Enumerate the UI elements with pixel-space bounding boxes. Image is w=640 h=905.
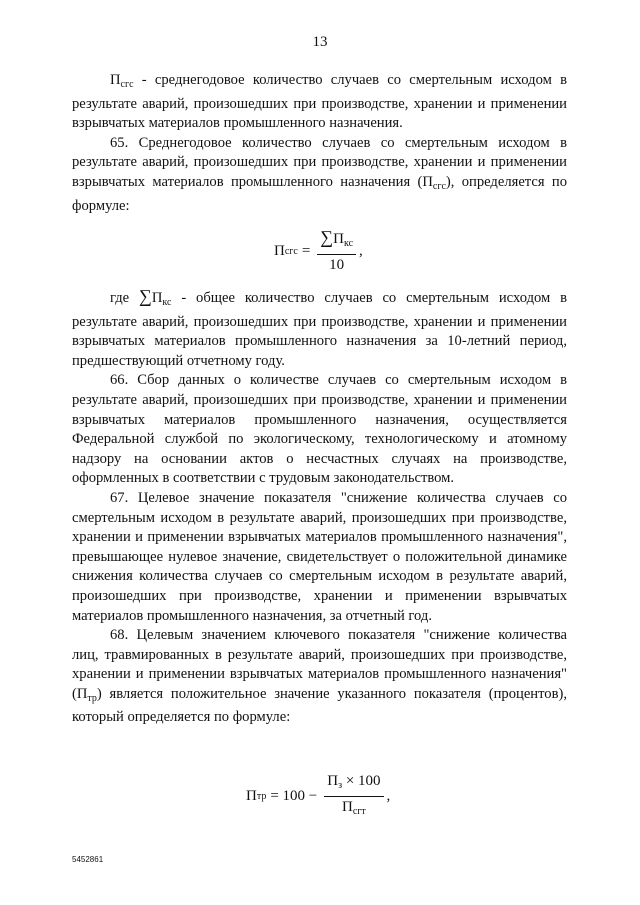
paragraph-67: 67. Целевое значение показателя "снижение количества случаев со смертельным исходом в результате аварий, произошедших при производстве, хранении и применении взрывчатых материалов промышленного назначения", превышающее нулевое значение, свидетельствует о положительной динамике снижения количества случаев со смертельным исходом в результате аварий, произошедших при производстве, хранении и применении взрывчатых материалов промышленного назначения, за отчетный год. [72, 489, 567, 624]
paragraph-where [72, 287, 567, 371]
symbol-p: П [151, 290, 163, 306]
paragraph-text: - среднегодовое количество случаев со смертельным исходом в результате аварий, произошедших при производстве, хранении и применении взрывчатых материалов промышленного назначения. [72, 72, 567, 132]
formula-trailing-comma: , [386, 788, 391, 804]
formula-fraction [317, 228, 356, 274]
paragraph-text: 65. Среднегодовое количество случаев со смертельным исходом в результате аварий, произошедших при производстве, хранении и применении взрывчатых материалов промышленного назначения (П [72, 134, 567, 190]
text-block-top [72, 71, 567, 216]
formula-denominator: 10 [329, 257, 345, 273]
formula-ptr [246, 772, 390, 821]
symbol-sub: сгс [432, 180, 446, 192]
symbol-sub: кс [162, 297, 172, 308]
formula-lhs-sub: сгс [284, 245, 298, 257]
denominator-symbol: П [342, 799, 353, 815]
formula-lhs: П [246, 788, 257, 804]
formula-psgs [274, 228, 363, 274]
text-block-main [72, 287, 567, 728]
symbol-sub: тр [87, 692, 97, 704]
formula-lhs: П [274, 242, 285, 259]
paragraph-text: ) является положительное значение указанного показателя (процентов), который определяется по формуле: [72, 685, 567, 726]
sigma-symbol: ∑ [320, 227, 334, 247]
numerator-sub: з [338, 780, 343, 791]
sigma-symbol: ∑ [139, 286, 152, 306]
paragraph-text: - общее количество случаев со смертельным исходом в результате аварий, произошедших при производстве, хранении и применении взрывчатых материалов промышленного назначения за 10-летний период, предшествующий отчетному году. [72, 290, 568, 369]
page-number: 13 [312, 34, 328, 50]
numerator-symbol: П [327, 773, 339, 789]
paragraph-text: 68. Целевым значением ключевого показателя "снижение количества лиц, травмированных в результате аварий, произошедших при производстве, хранении и применении взрывчатых материалов промышленного назначения" (П [72, 627, 567, 702]
symbol-sub: сгс [120, 79, 134, 90]
numerator-sub: кс [343, 238, 354, 249]
formula-trailing-comma: , [359, 242, 363, 259]
denominator-sub: сгт [352, 806, 366, 817]
paragraph-66: 66. Сбор данных о количестве случаев со смертельным исходом в результате аварий, произошедших при производстве, хранении и применении взрывчатых материалов промышленного назначения, осуществляется Федеральной службой по экологическому, технологическому и атомному надзору на основании актов о несчастных случаях на производстве, оформленных в соответствии с трудовым законодательством. [72, 372, 567, 487]
formula-denominator [342, 797, 366, 821]
numerator-rest: × 100 [342, 773, 381, 789]
numerator-symbol: П [333, 231, 344, 247]
symbol-p: П [110, 72, 121, 88]
formula-numerator [324, 772, 383, 797]
formula-equals: = 100 − [270, 788, 318, 804]
paragraph-68 [72, 626, 567, 728]
formula-lhs-sub: тр [256, 791, 267, 802]
paragraph-text: ), определяется по формуле: [72, 173, 567, 214]
document-code: 5452861 [72, 855, 104, 864]
paragraph-65 [72, 134, 567, 216]
paragraph-definition-psgs [72, 71, 567, 134]
formula-numerator [317, 228, 356, 255]
paragraph-text: где [110, 290, 140, 306]
formula-fraction [324, 772, 383, 821]
formula-equals: = [301, 242, 311, 259]
